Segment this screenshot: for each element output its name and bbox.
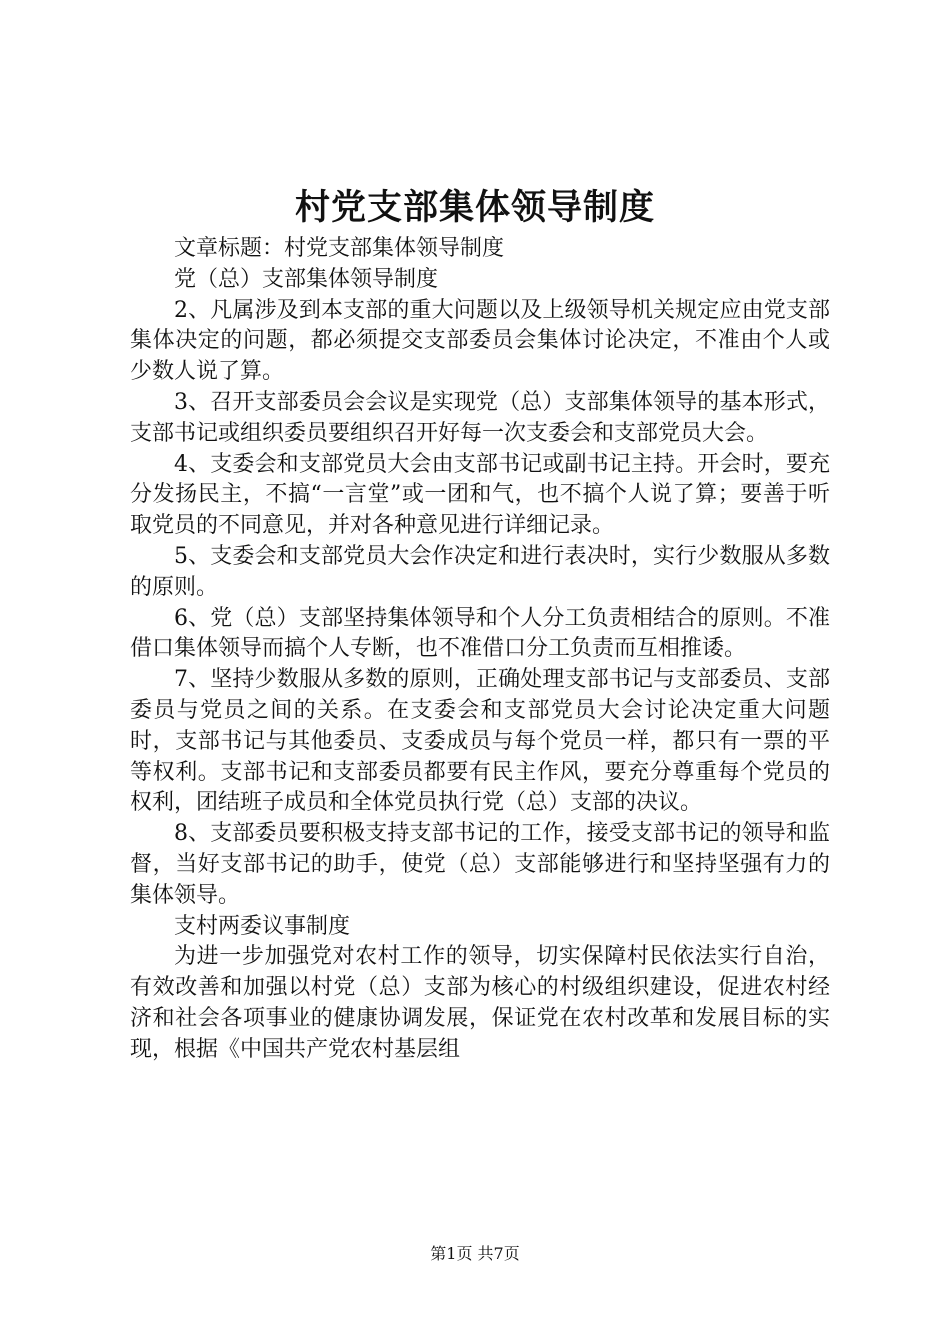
paragraph-item-4: 4、支委会和支部党员大会由支部书记或副书记主持。开会时，要充分发扬民主，不搞“一言堂”或一团和气，也不搞个人说了算；要善于听取党员的不同意见，并对各种意见进行详细记录。 (130, 451, 830, 539)
paragraph-item-8: 8、支部委员要积极支持支部书记的工作，接受支部书记的领导和监督，当好支部书记的助手，使党（总）支部能够进行和坚持坚强有力的集体领导。 (130, 821, 830, 908)
paragraph-intro: 为进一步加强党对农村工作的领导，切实保障村民依法实行自治，有效改善和加强以村党（总）支部为核心的村级组织建设，促进农村经济和社会各项事业的健康协调发展，保证党在农村改革和发展目标的实现，根据《中国共产党农村基层组 (130, 944, 830, 1062)
paragraph-item-7: 7、坚持少数服从多数的原则，正确处理支部书记与支部委员、支部委员与党员之间的关系。在支委会和支部党员大会讨论决定重大问题时，支部书记与其他委员、支委成员与每个党员一样，都只有一票的平等权利。支部书记和支部委员都要有民主作风，要充分尊重每个党员的权利，团结班子成员和全体党员执行党（总）支部的决议。 (130, 667, 830, 816)
document-body (130, 234, 830, 1066)
paragraph-item-6: 6、党（总）支部坚持集体领导和个人分工负责相结合的原则。不准借口集体领导而搞个人专断，也不准借口分工负责而互相推诿。 (130, 605, 830, 662)
paragraph-item-5: 5、支委会和支部党员大会作决定和进行表决时，实行少数服从多数的原则。 (130, 543, 830, 600)
paragraph-subheading: 支村两委议事制度 (174, 913, 351, 939)
document-title: 村党支部集体领导制度 (294, 187, 655, 228)
page-footer: 第1页 共7页 (430, 1244, 520, 1263)
paragraph-item-2: 2、凡属涉及到本支部的重大问题以及上级领导机关规定应由党支部集体决定的问题，都必须提交支部委员会集体讨论决定，不准由个人或少数人说了算。 (130, 297, 830, 385)
paragraph-article-title: 文章标题：村党支部集体领导制度 (174, 236, 505, 261)
paragraph-section-heading: 党（总）支部集体领导制度 (174, 266, 439, 292)
paragraph-item-3: 3、召开支部委员会会议是实现党（总）支部集体领导的基本形式，支部书记或组织委员要组织召开好每一次支委会和支部党员大会。 (130, 389, 830, 446)
